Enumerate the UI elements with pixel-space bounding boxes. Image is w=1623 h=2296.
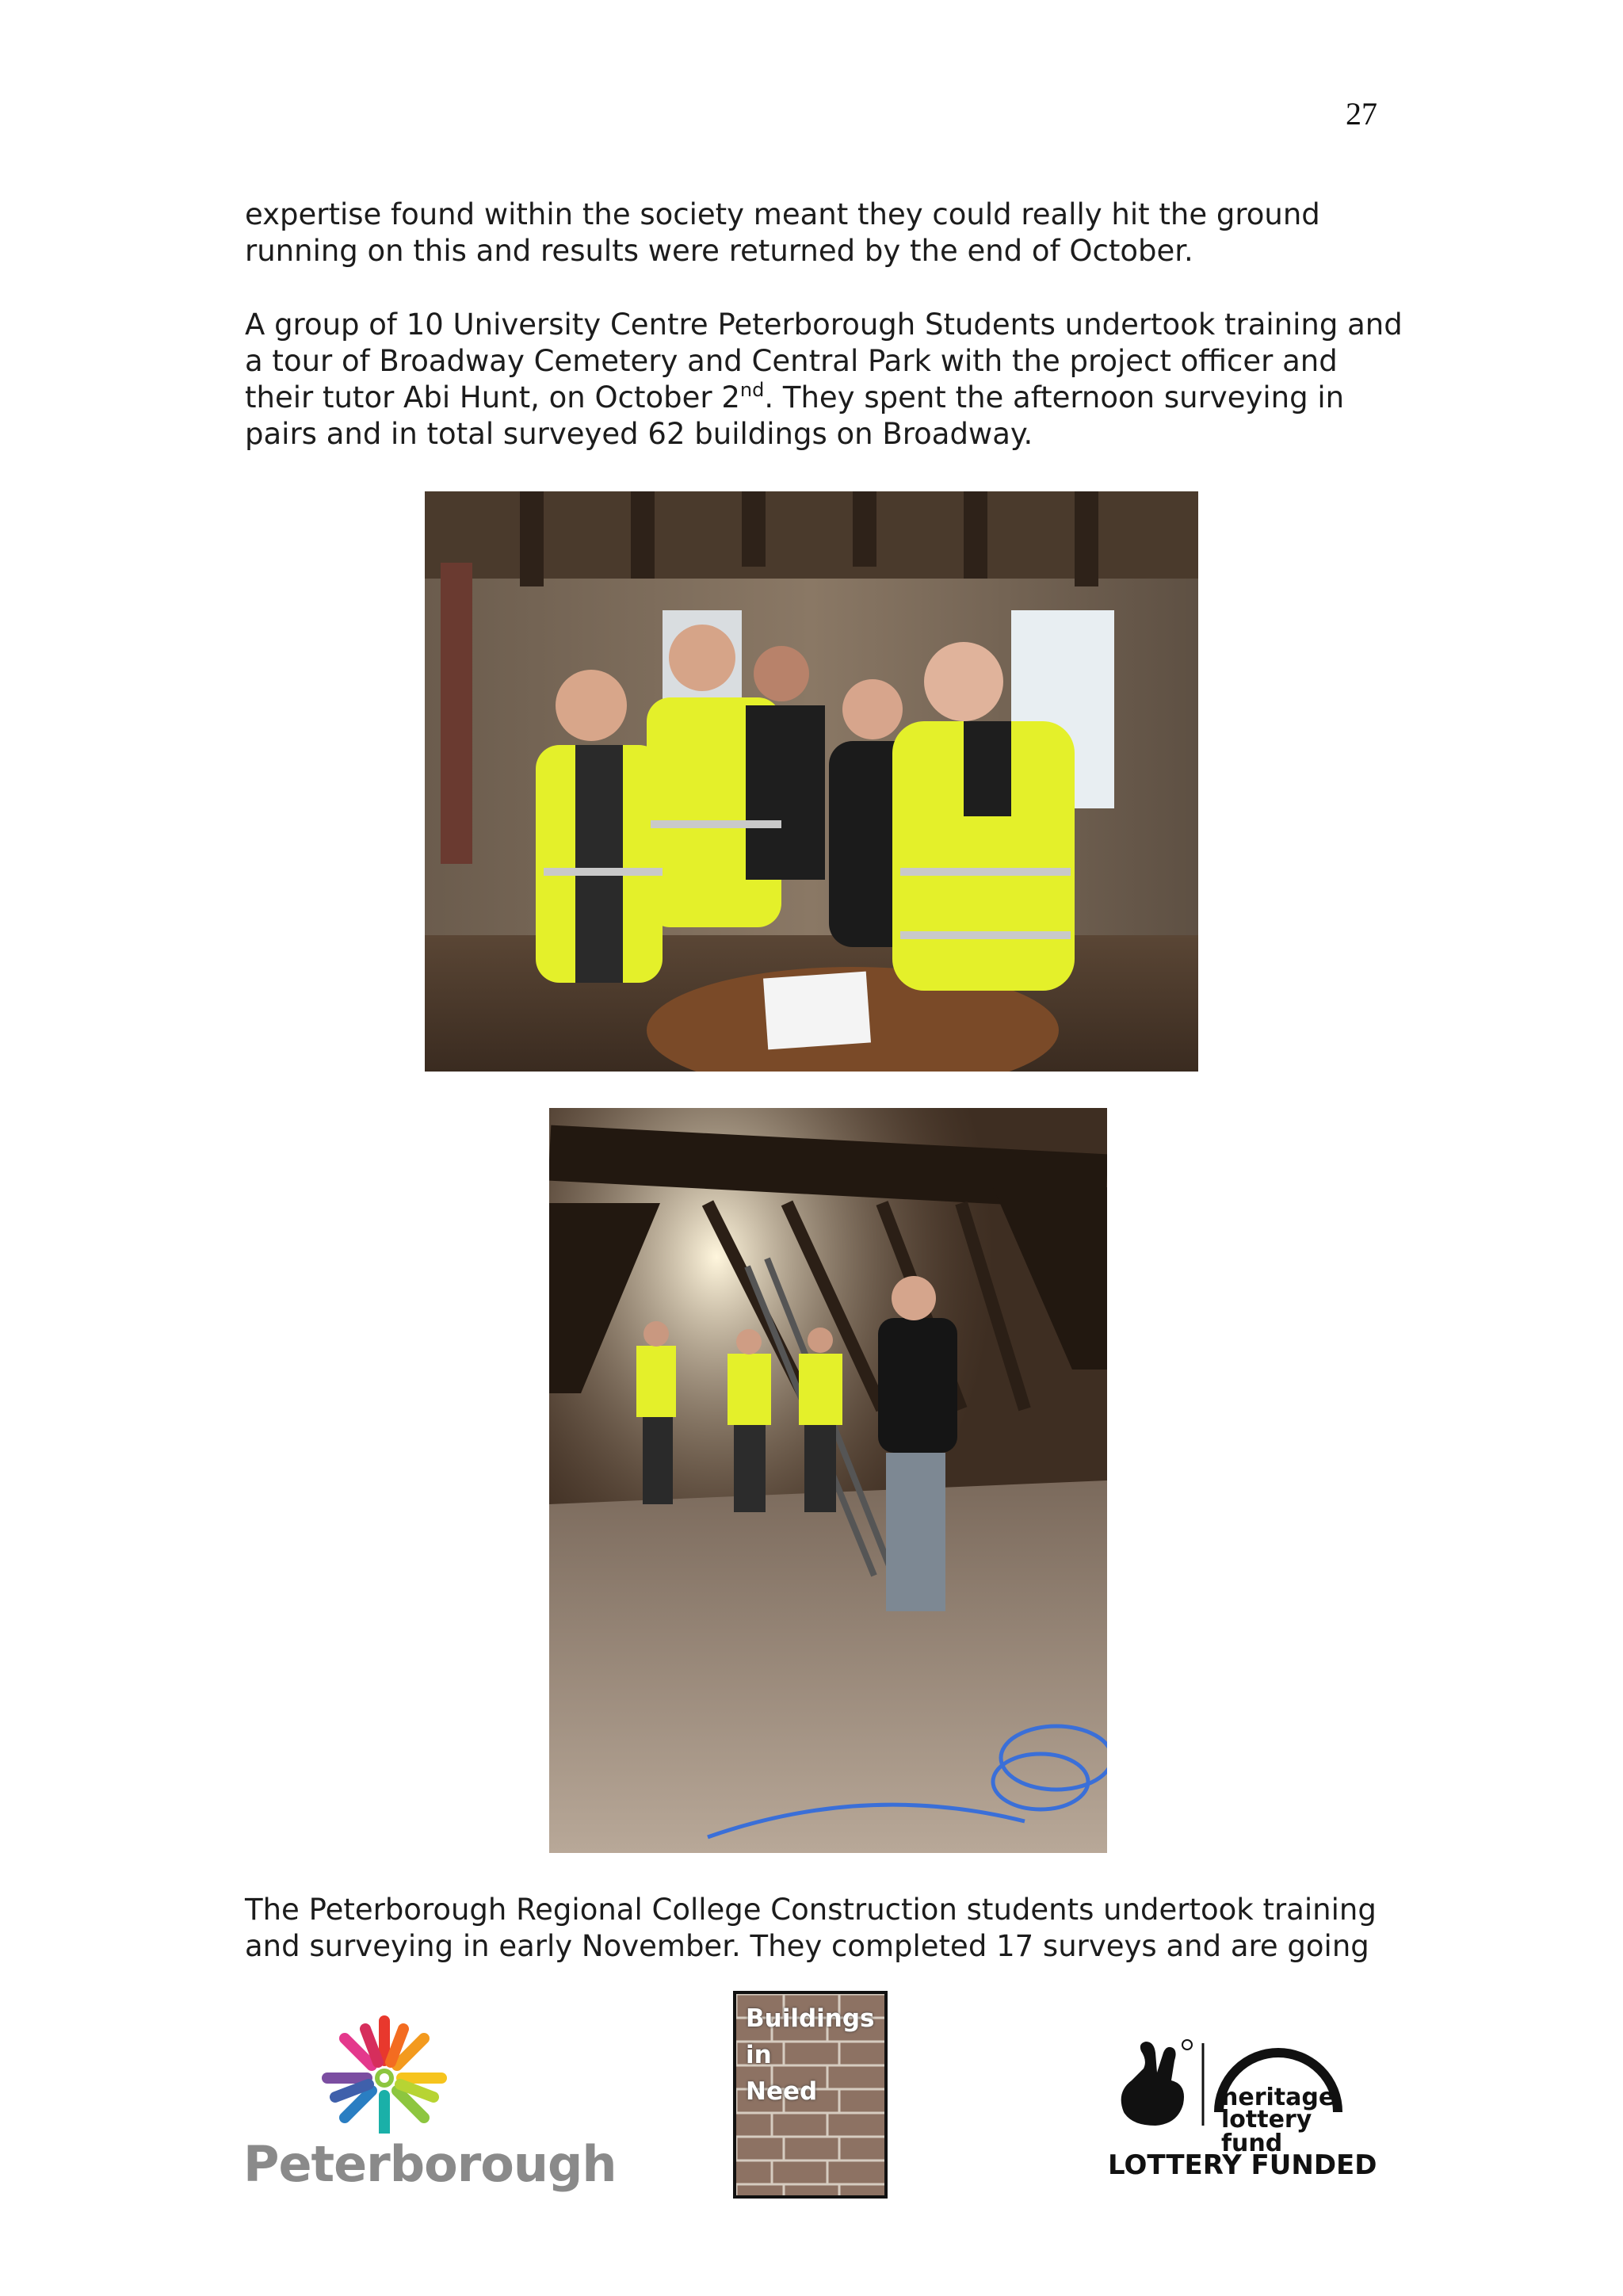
peterborough-logo	[243, 2015, 617, 2197]
bin-word: in	[746, 2041, 772, 2069]
hlf-line-1: heritage	[1221, 2084, 1335, 2111]
bin-word: Need	[746, 2077, 818, 2106]
paragraph-line: The Peterborough Regional College Construction students undertook training	[245, 1893, 1377, 1927]
paragraph-1	[245, 197, 1386, 269]
paragraph-line: expertise found within the society meant they could really hit the ground	[245, 197, 1320, 231]
paragraph-line: A group of 10 University Centre Peterborough Students undertook training and	[245, 308, 1403, 342]
attic-surveying-photo	[549, 1108, 1107, 1853]
group-training-photo	[425, 491, 1198, 1072]
paragraph-line: running on this and results were returned by the end of October.	[245, 234, 1193, 268]
bin-word: Buildings	[746, 2004, 875, 2033]
paragraph-2	[245, 307, 1403, 453]
paragraph-line: their tutor Abi Hunt, on October 2nd. They spent the afternoon surveying in	[245, 379, 1345, 415]
peterborough-logo-text: Peterborough	[243, 2135, 617, 2193]
paragraph-line: and surveying in early November. They completed 17 surveys and are going	[245, 1929, 1369, 1963]
peterborough-burst-icon	[243, 2015, 529, 2134]
paragraph-3	[245, 1892, 1386, 1965]
buildings-in-need-logo	[733, 1991, 888, 2199]
attic-surveying-photo-icon	[549, 1108, 1107, 1853]
lottery-funded-text: LOTTERY FUNDED	[1108, 2149, 1377, 2181]
paragraph-line: a tour of Broadway Cemetery and Central Park with the project officer and	[245, 344, 1338, 378]
group-in-hi-vis-vests-photo-icon	[425, 491, 1198, 1072]
buildings-in-need-text	[746, 2000, 874, 2110]
heritage-lottery-fund-logo	[1108, 2037, 1377, 2187]
page-number: 27	[1346, 96, 1377, 132]
hlf-line-2: lottery fund	[1221, 2106, 1312, 2157]
paragraph-line: pairs and in total surveyed 62 buildings on Broadway.	[245, 417, 1033, 451]
